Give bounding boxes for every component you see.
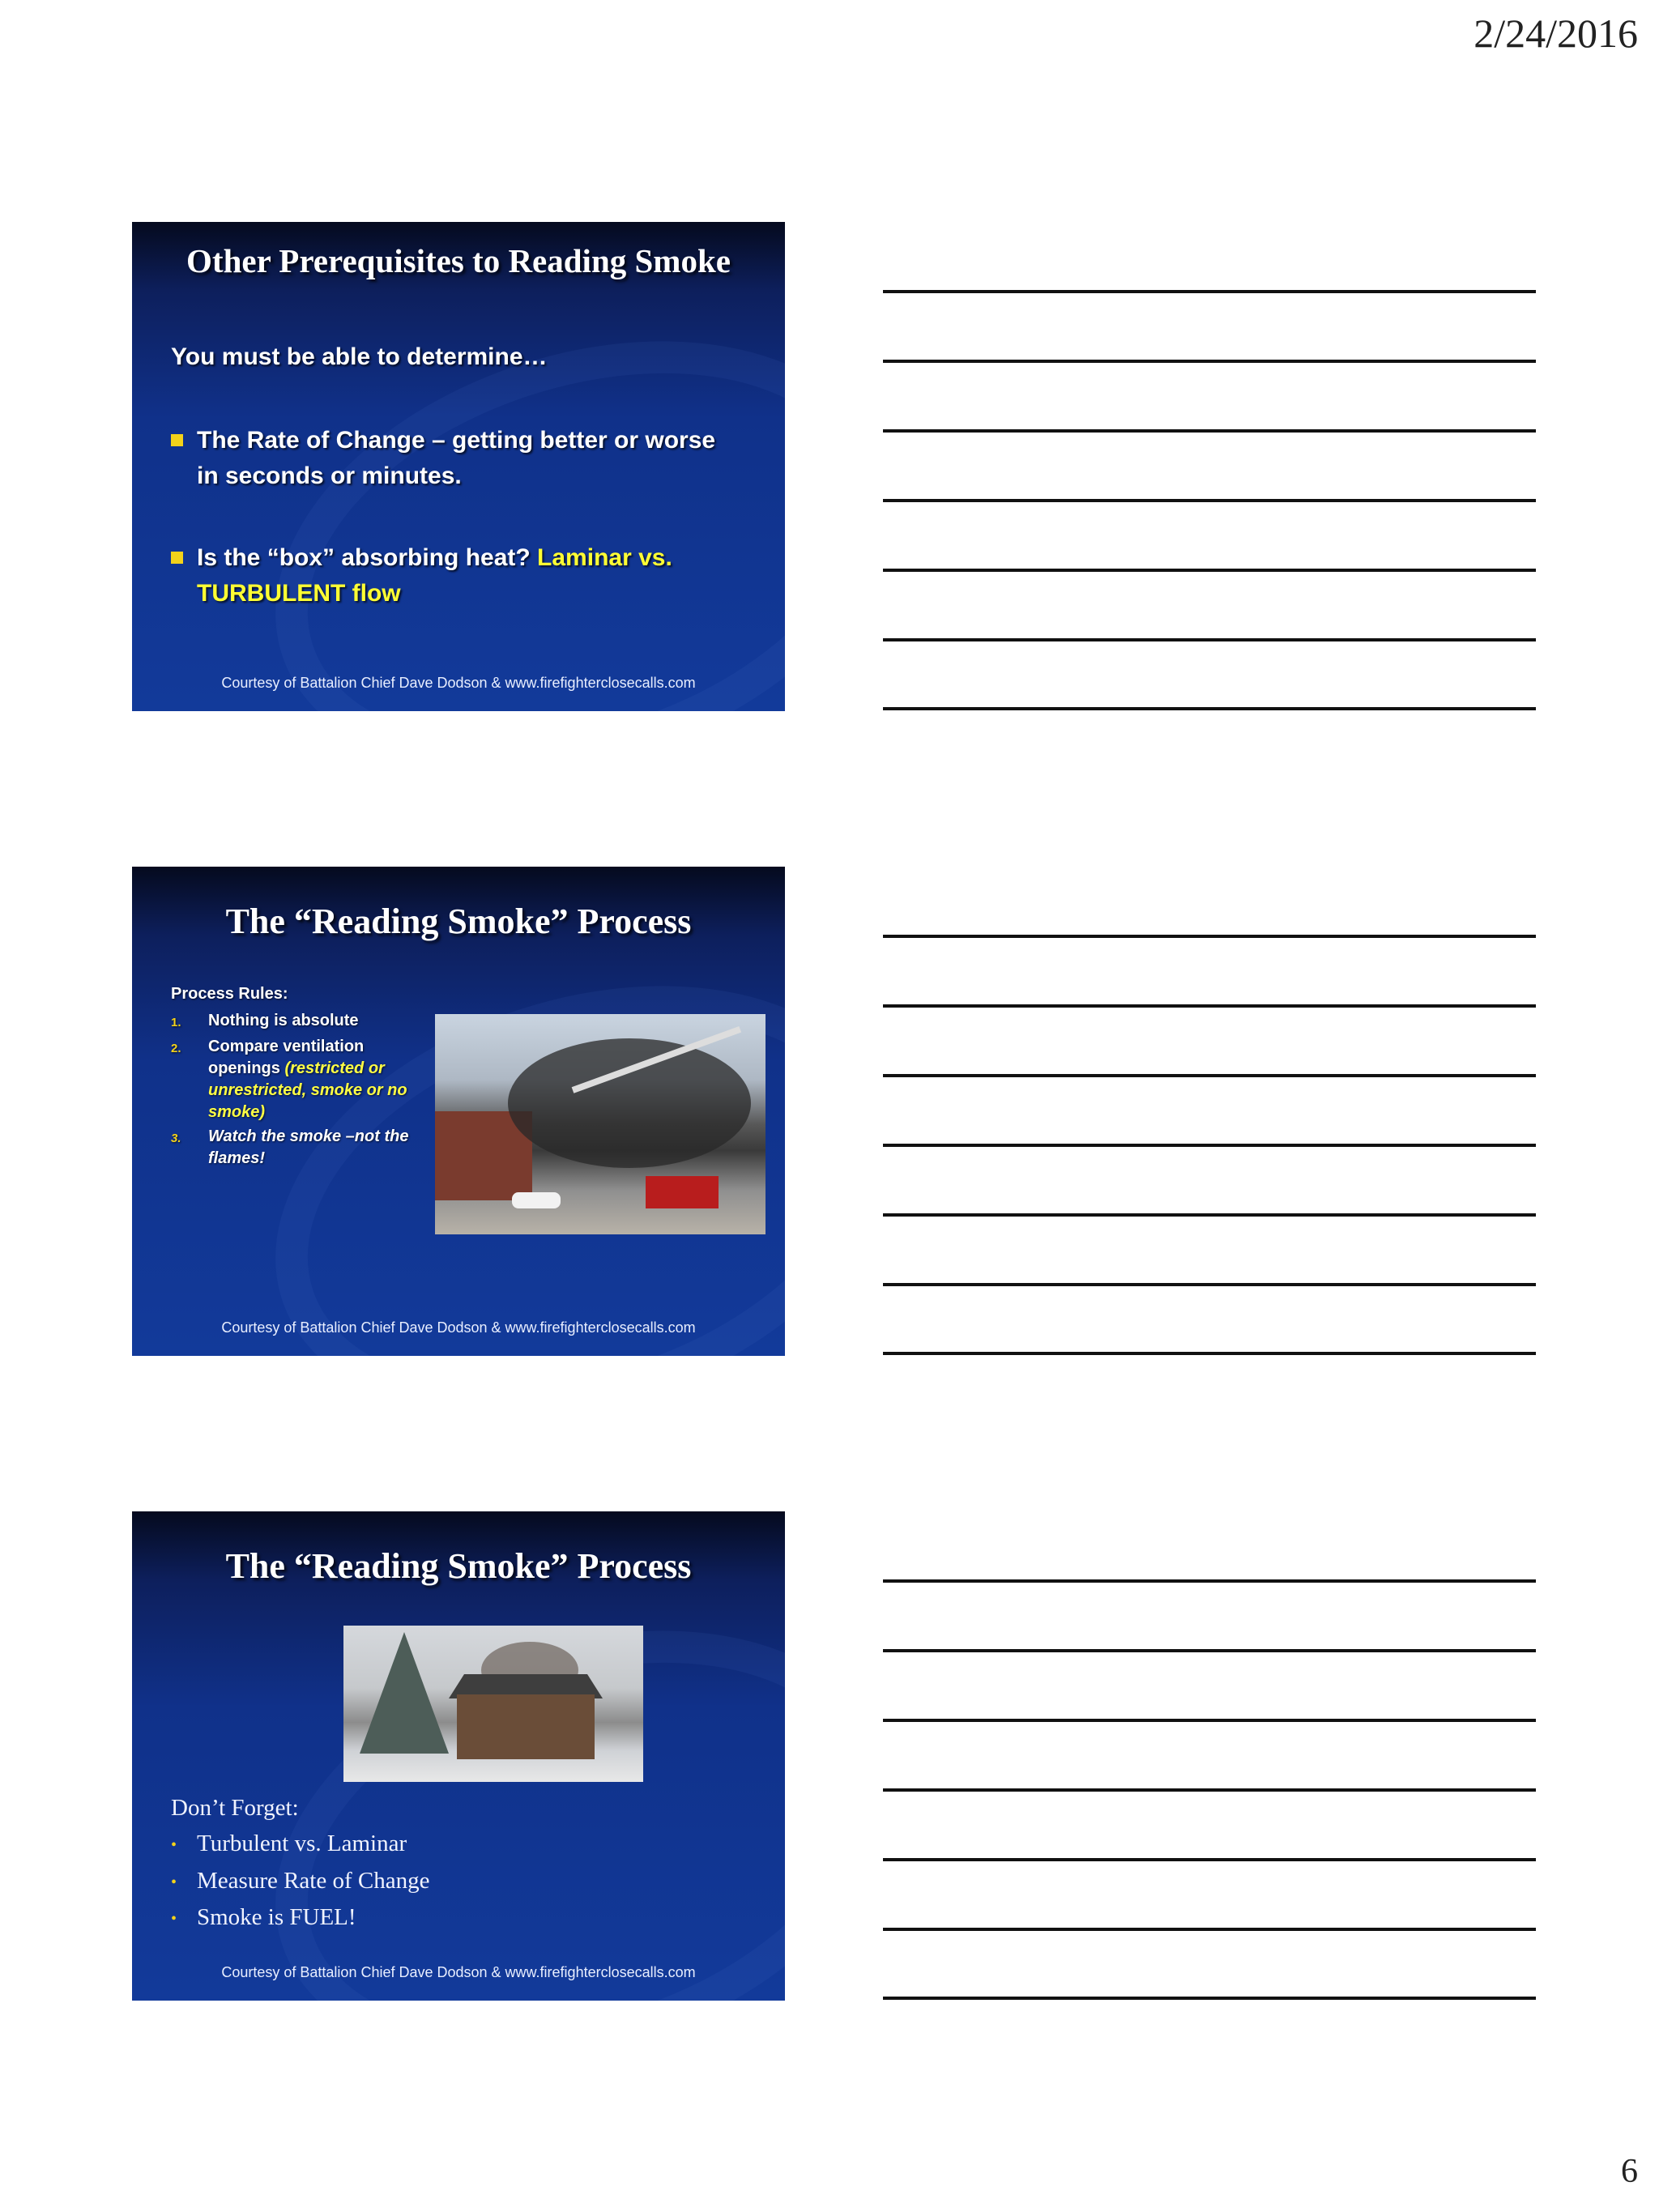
note-line: [883, 638, 1536, 641]
slide-footer: Courtesy of Battalion Chief Dave Dodson & www.firefighterclosecalls.com: [221, 1319, 696, 1336]
rule-item: [171, 1126, 430, 1170]
slide-footer: Courtesy of Battalion Chief Dave Dodson & www.firefighterclosecalls.com: [221, 675, 696, 691]
slide-title: Other Prerequisites to Reading Smoke: [186, 242, 731, 279]
rule-text: Watch the smoke –not the flames!: [208, 1127, 409, 1167]
rule-text: Nothing is absolute: [208, 1012, 359, 1029]
note-line: [883, 499, 1536, 502]
bullet-dot-icon: •: [171, 1910, 177, 1928]
note-line: [883, 1788, 1536, 1792]
note-line: [883, 1144, 1536, 1147]
slide-title: The “Reading Smoke” Process: [225, 1546, 692, 1586]
note-line: [883, 1858, 1536, 1861]
list-item: [171, 1831, 407, 1857]
note-line: [883, 1004, 1536, 1008]
rule-text: Compare ventilation openings: [208, 1038, 365, 1077]
bullet-box-heat: [171, 540, 738, 612]
note-line: [883, 1213, 1536, 1217]
note-line: [883, 360, 1536, 363]
square-bullet-icon: [171, 552, 183, 564]
page-number: 6: [1621, 2153, 1638, 2190]
rule-item: [171, 1010, 430, 1032]
list-item: [171, 1868, 429, 1894]
note-line: [883, 1352, 1536, 1355]
rule-number: 3.: [171, 1132, 181, 1145]
slide-process-rules: [132, 867, 785, 1356]
rule-number: 2.: [171, 1042, 181, 1055]
list-item-text: Measure Rate of Change: [197, 1868, 430, 1894]
slide-title: The “Reading Smoke” Process: [225, 901, 692, 941]
slide-subtitle: You must be able to determine…: [171, 343, 548, 370]
note-line: [883, 1283, 1536, 1286]
note-line: [883, 707, 1536, 710]
bullet-rate-of-change: [171, 423, 738, 494]
slide-footer: Courtesy of Battalion Chief Dave Dodson & www.firefighterclosecalls.com: [221, 1964, 696, 1980]
fire-aerial-ladder-photo: [435, 1014, 766, 1234]
house-fire-photo: [343, 1626, 643, 1782]
note-line: [883, 429, 1536, 433]
note-line: [883, 1928, 1536, 1931]
list-item-text: Turbulent vs. Laminar: [197, 1831, 407, 1856]
rule-number: 1.: [171, 1016, 181, 1029]
note-line: [883, 1719, 1536, 1722]
slide-dont-forget: [132, 1511, 785, 2001]
print-date: 2/24/2016: [1473, 11, 1638, 56]
bullet-highlight: Laminar vs. TURBULENT flow: [197, 544, 672, 607]
rule-highlight: (restricted or unrestricted, smoke or no smoke): [208, 1059, 407, 1121]
note-line: [883, 1074, 1536, 1077]
note-line: [883, 1579, 1536, 1583]
list-heading: Don’t Forget:: [171, 1795, 299, 1821]
note-line: [883, 290, 1536, 293]
rule-item: [171, 1036, 430, 1123]
list-item: [171, 1904, 356, 1931]
bullet-dot-icon: •: [171, 1836, 177, 1854]
note-line: [883, 1649, 1536, 1652]
note-line: [883, 1997, 1536, 2000]
slide-prerequisites: [132, 222, 785, 711]
bullet-dot-icon: •: [171, 1873, 177, 1891]
rules-heading: Process Rules:: [171, 985, 288, 1003]
bullet-text: The Rate of Change – getting better or worse in seconds or minutes.: [197, 427, 716, 489]
note-line: [883, 569, 1536, 572]
bullet-text: Is the “box” absorbing heat?: [197, 544, 538, 571]
square-bullet-icon: [171, 434, 183, 446]
list-item-text: Smoke is FUEL!: [197, 1904, 356, 1930]
note-line: [883, 935, 1536, 938]
